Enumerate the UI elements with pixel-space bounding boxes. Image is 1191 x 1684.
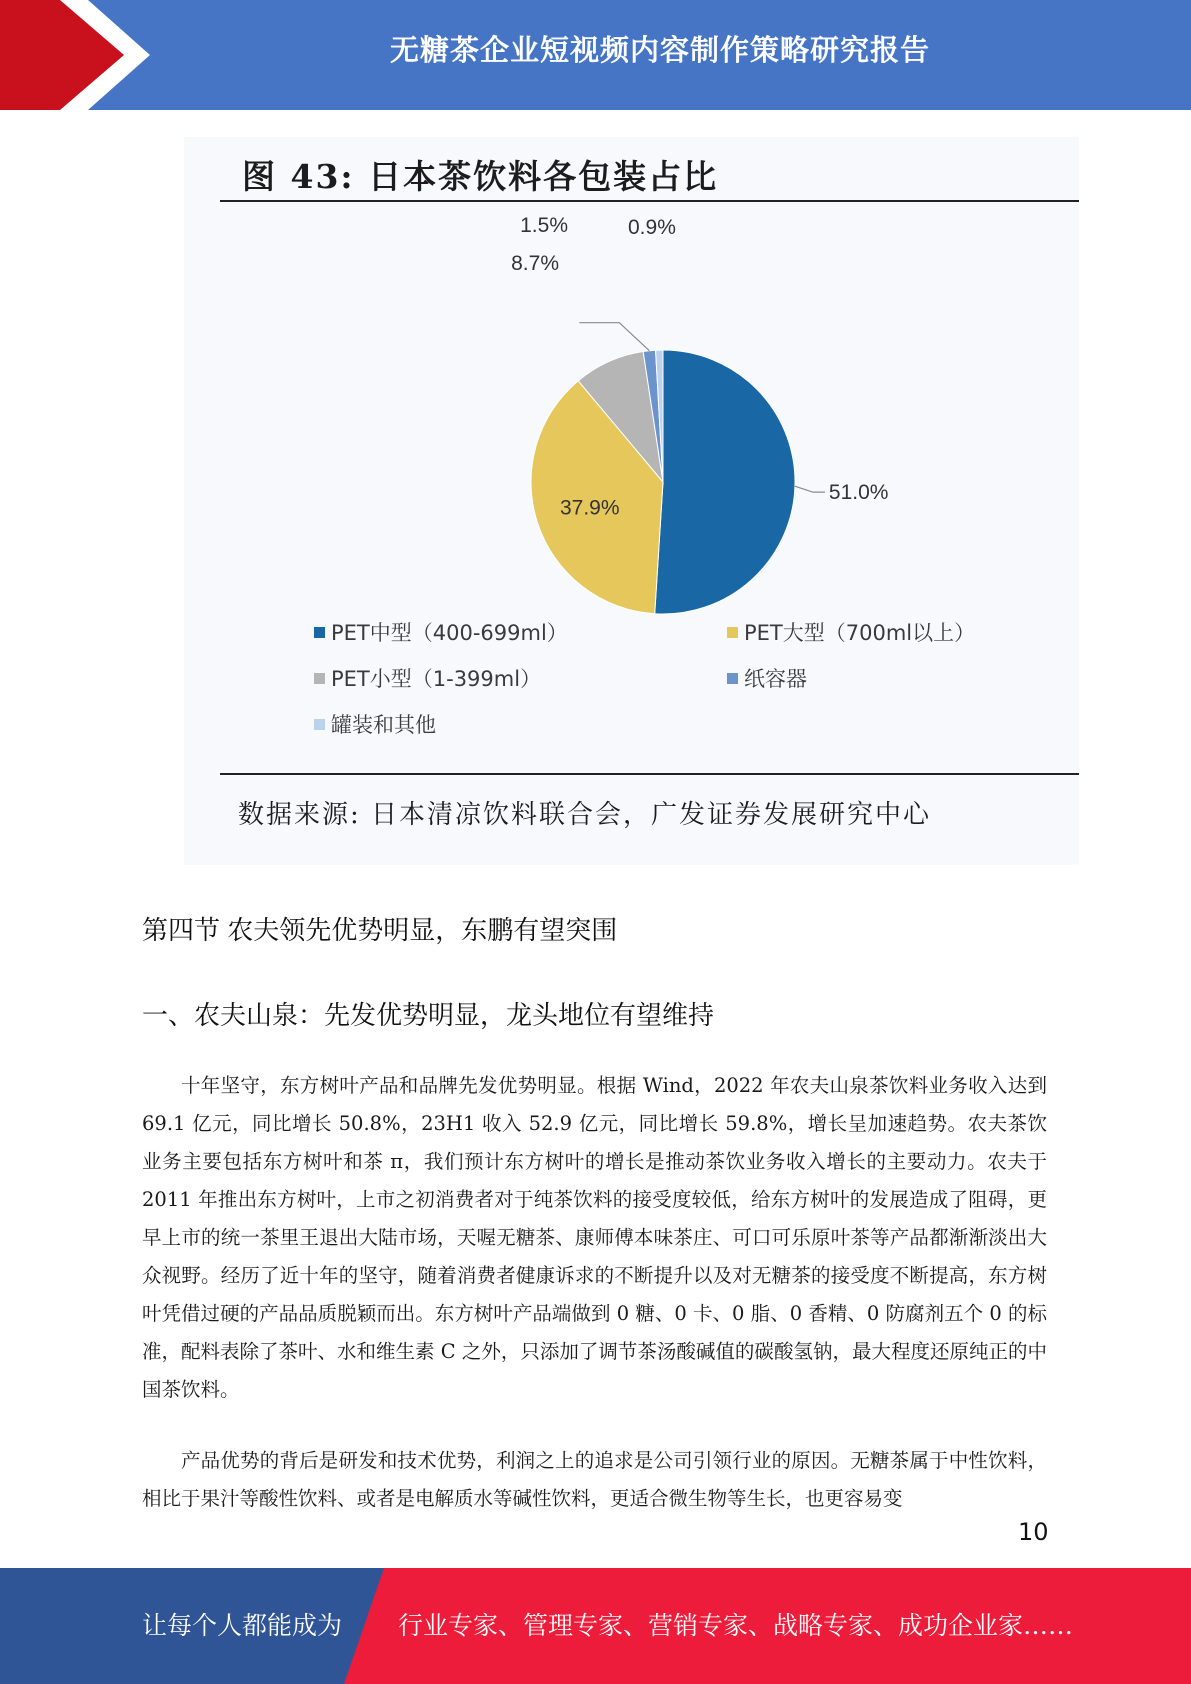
footer-slogan-left: 让每个人都能成为 [142, 1611, 343, 1640]
legend-item [314, 709, 436, 739]
legend-swatch [314, 719, 325, 730]
legend-label: 纸容器 [744, 667, 807, 691]
figure-source: 数据来源: 日本清凉饮料联合会，广发证券发展研究中心 [238, 800, 932, 830]
figure-bottom-rule [220, 773, 1079, 775]
figure-top-rule [220, 200, 1079, 202]
legend-label: PET小型（1-399ml） [331, 667, 542, 691]
section-heading: 第四节 农夫领先优势明显，东鹏有望突围 [142, 915, 618, 945]
legend-swatch [727, 673, 738, 684]
label-leader-line [795, 486, 825, 492]
legend-swatch [314, 673, 325, 684]
legend-swatch [727, 627, 738, 638]
data-label: 1.5% [520, 214, 568, 237]
legend-item [727, 617, 975, 647]
body-paragraph: 十年坚守，东方树叶产品和品牌先发优势明显。根据 Wind，2022 年农夫山泉茶饮料业务收入达到 69.1 亿元，同比增长 50.8%，23H1 收入 52.9 亿元，同比增长 59.8%，增长呈加速趋势。农夫茶饮业务主要包括东方树叶和茶 π，我们预计东方树叶的增长是推动茶饮业务收入增长的主要动力。农夫于 2011 年推出东方树叶，上市之初消费者对于纯茶饮料的接受度较低，给东方树叶的发展造成了阻碍，更早上市的统一茶里王退出大陆市场，天喔无糖茶、康师傅本味茶庄、可口可乐原叶茶等产品都渐渐淡出大众视野。经历了近十年的坚守，随着消费者健康诉求的不断提升以及对无糖茶的接受度不断提高，东方树叶凭借过硬的产品品质脱颖而出。东方树叶产品端做到 0 糖、0 卡、0 脂、0 香精、0 防腐剂五个 0 的标准，配料表除了茶叶、水和维生素 C 之外，只添加了调节茶汤酸碱值的碳酸氢钠，最大程度还原纯正的中国茶饮料。 [142, 1074, 1047, 1401]
legend-label: PET大型（700ml以上） [744, 621, 976, 645]
figure-panel [184, 137, 1079, 865]
label-leader-line [579, 323, 649, 351]
body-paragraph: 产品优势的背后是研发和技术优势，利润之上的追求是公司引领行业的原因。无糖茶属于中性饮料，相比于果汁等酸性饮料、或者是电解质水等碱性饮料，更适合微生物等生长，也更容易变 [142, 1449, 1047, 1510]
data-label: 8.7% [511, 252, 559, 275]
data-label: 51.0% [828, 481, 889, 505]
subsection-heading: 一、农夫山泉：先发优势明显，龙头地位有望维持 [142, 1000, 715, 1030]
data-label: 37.9% [559, 496, 620, 520]
page-footer [0, 1568, 1191, 1684]
legend-swatch [314, 627, 325, 638]
legend-item [314, 617, 568, 647]
legend-label: 罐装和其他 [331, 713, 436, 737]
pie-slice [655, 350, 795, 614]
data-label: 0.9% [628, 216, 676, 239]
legend-item [727, 663, 807, 693]
legend-item [314, 663, 541, 693]
legend-label: PET中型（400-699ml） [331, 621, 568, 645]
page-header [0, 0, 1191, 110]
page-number: 10 [1018, 1518, 1049, 1546]
footer-slogan-right: 行业专家、管理专家、营销专家、战略专家、成功企业家…… [398, 1611, 1074, 1640]
report-title: 无糖茶企业短视频内容制作策略研究报告 [389, 33, 930, 67]
figure-title: 图 43: 日本茶饮料各包装占比 [242, 157, 719, 196]
